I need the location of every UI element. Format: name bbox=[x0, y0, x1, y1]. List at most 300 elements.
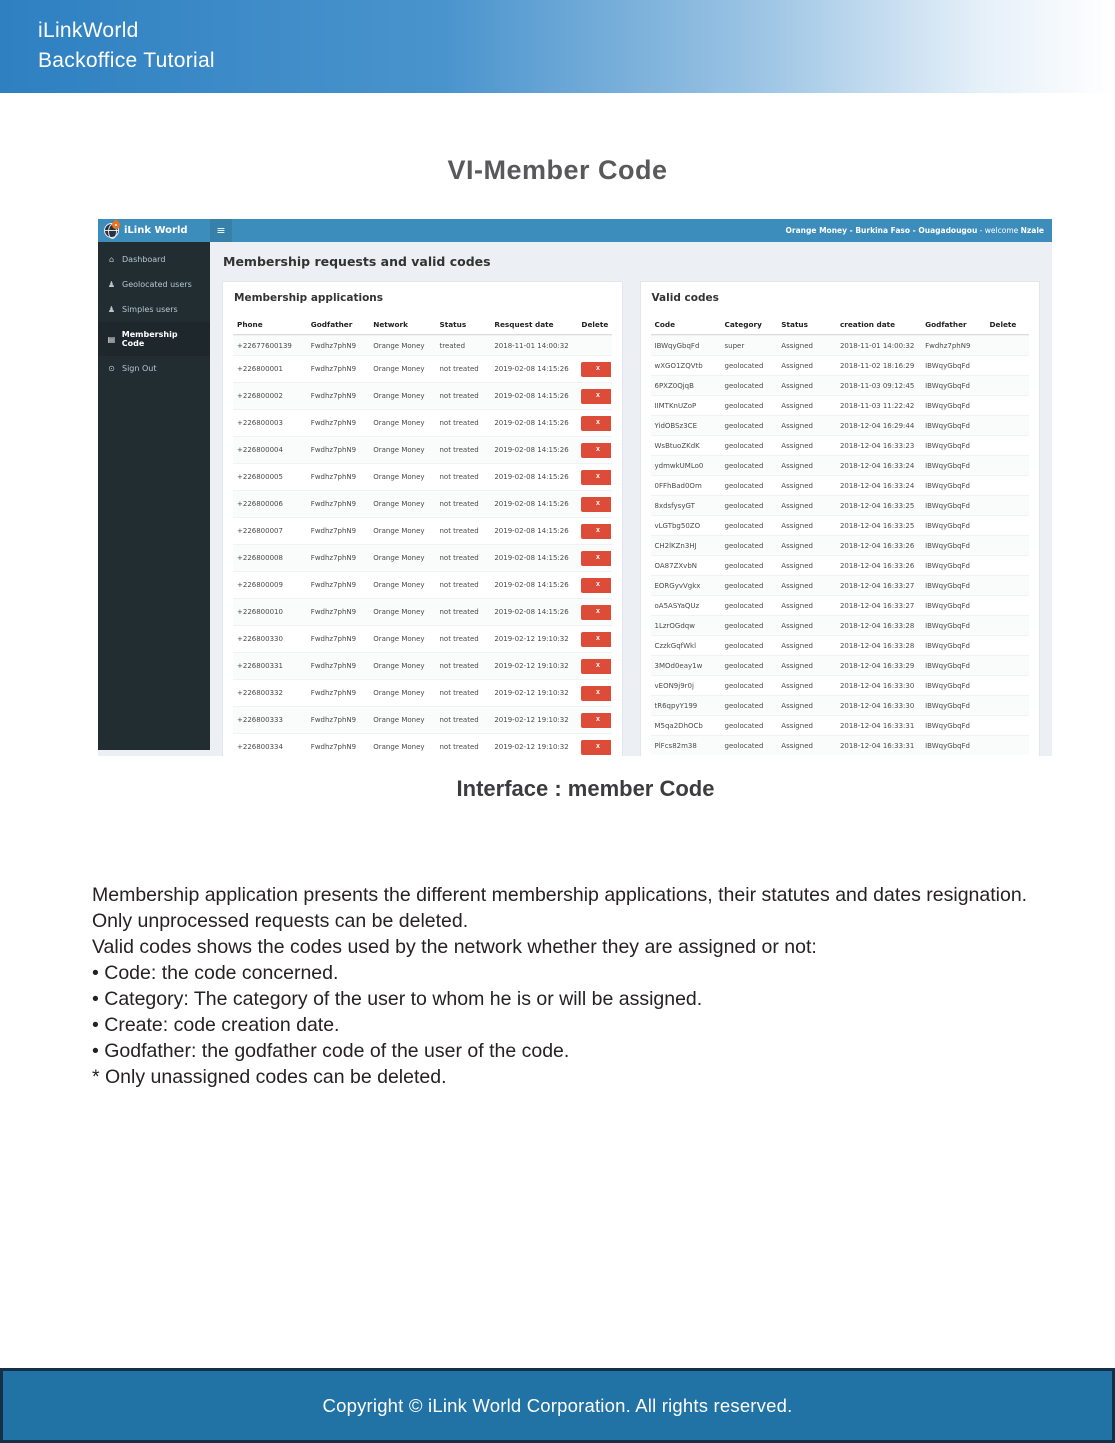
column-header: Category bbox=[724, 320, 762, 329]
table-cell: Assigned bbox=[781, 461, 813, 470]
table-cell: geolocated bbox=[724, 481, 764, 490]
doc-header-line1: iLinkWorld bbox=[38, 19, 139, 42]
panels-row bbox=[222, 281, 1040, 756]
delete-cell bbox=[577, 344, 611, 348]
main-content bbox=[210, 242, 1052, 756]
sidebar bbox=[98, 242, 210, 750]
table-cell: not treated bbox=[439, 500, 479, 508]
table-cell: not treated bbox=[439, 446, 479, 454]
table-cell: IBWqyGbqFd bbox=[925, 581, 970, 590]
table-cell: 0FFhBad0Om bbox=[654, 481, 702, 490]
delete-cell bbox=[577, 711, 611, 730]
table-cell: IBWqyGbqFd bbox=[925, 521, 970, 530]
delete-button[interactable]: x bbox=[581, 605, 611, 620]
application-row bbox=[233, 463, 612, 490]
table-cell: Assigned bbox=[781, 641, 813, 650]
table-cell: Orange Money bbox=[373, 446, 425, 454]
ilink-globe-pin-icon bbox=[104, 223, 119, 238]
users-icon: ♟ bbox=[107, 280, 116, 289]
delete-button[interactable]: x bbox=[581, 470, 611, 485]
table-cell: PlFcs82m38 bbox=[654, 741, 697, 750]
app-brand-label: iLink World bbox=[124, 225, 188, 236]
delete-cell bbox=[985, 544, 1029, 548]
table-cell: +226800007 bbox=[237, 527, 283, 535]
code-row bbox=[651, 535, 1030, 555]
table-cell: IBWqyGbqFd bbox=[925, 401, 970, 410]
column-header: Status bbox=[781, 320, 808, 329]
table-cell: Fwdhz7phN9 bbox=[310, 446, 357, 454]
delete-cell bbox=[985, 724, 1029, 728]
column-header: Resquest date bbox=[494, 320, 554, 329]
table-cell: tR6qpyY199 bbox=[654, 701, 698, 710]
delete-cell bbox=[577, 387, 611, 406]
column-header: creation date bbox=[839, 320, 896, 329]
delete-cell bbox=[985, 664, 1029, 668]
table-cell: +226800002 bbox=[237, 392, 283, 400]
table-cell: 2018-12-04 16:33:26 bbox=[839, 561, 915, 570]
table-cell: +226800004 bbox=[237, 446, 283, 454]
delete-button[interactable]: x bbox=[581, 416, 611, 431]
home-icon: ⌂ bbox=[108, 255, 115, 264]
delete-cell bbox=[577, 495, 611, 514]
table-cell: 2018-11-03 11:22:42 bbox=[839, 401, 915, 410]
table-cell: Assigned bbox=[781, 741, 813, 750]
sidebar-item-membership-code[interactable] bbox=[98, 322, 210, 356]
code-row bbox=[651, 595, 1030, 615]
table-cell: 2019-02-12 19:10:32 bbox=[494, 716, 569, 724]
table-cell: not treated bbox=[439, 743, 479, 751]
table-cell: not treated bbox=[439, 473, 479, 481]
delete-cell bbox=[985, 384, 1029, 388]
table-cell: vEON9j9r0j bbox=[654, 681, 694, 690]
table-cell: Assigned bbox=[781, 381, 813, 390]
delete-cell bbox=[985, 644, 1029, 648]
table-cell: 2018-12-04 16:33:31 bbox=[839, 721, 915, 730]
table-cell: 2019-02-08 14:15:26 bbox=[494, 608, 569, 616]
table-cell: not treated bbox=[439, 419, 479, 427]
application-row bbox=[233, 409, 612, 436]
delete-cell bbox=[577, 549, 611, 568]
table-cell: 2018-11-01 14:00:32 bbox=[494, 341, 569, 350]
table-cell: Orange Money bbox=[373, 341, 425, 350]
table-cell: geolocated bbox=[724, 601, 764, 610]
table-cell: +22677600139 bbox=[237, 341, 292, 350]
table-cell: not treated bbox=[439, 581, 479, 589]
delete-cell bbox=[985, 504, 1029, 508]
table-cell: IBWqyGbqFd bbox=[925, 461, 970, 470]
column-header: Phone bbox=[237, 320, 263, 329]
valid-codes-table bbox=[651, 315, 1030, 755]
delete-cell bbox=[577, 630, 611, 649]
table-cell: Assigned bbox=[781, 481, 813, 490]
table-cell: Orange Money bbox=[373, 500, 425, 508]
application-row bbox=[233, 571, 612, 598]
table-cell: 2019-02-08 14:15:26 bbox=[494, 554, 569, 562]
table-cell: 2018-12-04 16:33:26 bbox=[839, 541, 915, 550]
table-cell: 2019-02-08 14:15:26 bbox=[494, 581, 569, 589]
delete-cell bbox=[985, 704, 1029, 708]
application-row bbox=[233, 436, 612, 463]
table-cell: +226800331 bbox=[237, 662, 283, 670]
table-cell: Assigned bbox=[781, 601, 813, 610]
table-cell: wXGO1ZQVtb bbox=[654, 361, 703, 370]
table-cell: IBWqyGbqFd bbox=[925, 561, 970, 570]
table-cell: not treated bbox=[439, 608, 479, 616]
table-cell: +226800333 bbox=[237, 716, 283, 724]
delete-button[interactable]: x bbox=[581, 551, 611, 566]
table-cell: OA87ZXvbN bbox=[654, 561, 697, 570]
table-cell: Assigned bbox=[781, 701, 813, 710]
sidebar-item-label: Membership Code bbox=[121, 330, 178, 348]
table-cell: Assigned bbox=[781, 341, 813, 350]
code-row bbox=[651, 435, 1030, 455]
doc-header-line2: Backoffice Tutorial bbox=[38, 49, 215, 72]
table-cell: Orange Money bbox=[373, 743, 425, 751]
table-cell: +226800332 bbox=[237, 689, 283, 697]
code-row bbox=[651, 655, 1030, 675]
table-cell: geolocated bbox=[724, 721, 764, 730]
column-header: Godfather bbox=[925, 320, 967, 329]
sidebar-item-simples-users[interactable] bbox=[98, 297, 210, 322]
table-cell: 2019-02-12 19:10:32 bbox=[494, 689, 569, 697]
table-cell: IBWqyGbqFd bbox=[925, 601, 970, 610]
table-cell: Fwdhz7phN9 bbox=[310, 341, 357, 350]
table-cell: Orange Money bbox=[373, 473, 425, 481]
table-cell: 2019-02-08 14:15:26 bbox=[494, 419, 569, 427]
figure-caption: Interface : member Code bbox=[456, 776, 715, 801]
delete-cell bbox=[577, 576, 611, 595]
table-cell: 2019-02-08 14:15:26 bbox=[494, 473, 569, 481]
delete-cell bbox=[577, 414, 611, 433]
table-cell: geolocated bbox=[724, 521, 764, 530]
delete-cell bbox=[985, 524, 1029, 528]
application-row bbox=[233, 355, 612, 382]
code-row bbox=[651, 615, 1030, 635]
code-row bbox=[651, 715, 1030, 735]
table-cell: 2019-02-08 14:15:26 bbox=[494, 500, 569, 508]
sidebar-item-label: Dashboard bbox=[122, 255, 166, 264]
table-cell: IBWqyGbqFd bbox=[925, 621, 970, 630]
table-cell: IBWqyGbqFd bbox=[925, 441, 970, 450]
code-row bbox=[651, 415, 1030, 435]
table-cell: Orange Money bbox=[373, 716, 425, 724]
delete-cell bbox=[985, 604, 1029, 608]
table-cell: geolocated bbox=[724, 501, 764, 510]
table-cell: geolocated bbox=[724, 641, 764, 650]
table-cell: not treated bbox=[439, 392, 479, 400]
table-header-row bbox=[233, 315, 612, 335]
table-cell: 2018-12-04 16:33:27 bbox=[839, 581, 915, 590]
table-cell: 2018-12-04 16:33:30 bbox=[839, 701, 915, 710]
topbar-location-text: Orange Money - Burkina Faso - Ouagadougou bbox=[785, 226, 978, 235]
code-row bbox=[651, 575, 1030, 595]
table-cell: Fwdhz7phN9 bbox=[310, 419, 357, 427]
sidebar-item-label: Geolocated users bbox=[122, 280, 192, 289]
copyright-text: Copyright © iLink World Corporation. All rights reserved. bbox=[322, 1394, 793, 1416]
table-cell: Orange Money bbox=[373, 689, 425, 697]
code-row bbox=[651, 335, 1030, 355]
table-cell: 2019-02-08 14:15:26 bbox=[494, 392, 569, 400]
table-cell: 2018-12-04 16:33:24 bbox=[839, 481, 915, 490]
delete-button[interactable]: x bbox=[581, 686, 611, 701]
valid-codes-panel bbox=[640, 281, 1041, 756]
table-cell: Assigned bbox=[781, 561, 813, 570]
table-cell: 2018-11-01 14:00:32 bbox=[839, 341, 915, 350]
description-line: Valid codes shows the codes used by the network whether they are assigned or not: bbox=[92, 936, 817, 958]
application-row bbox=[233, 679, 612, 706]
sidebar-item-geolocated-users[interactable] bbox=[98, 272, 210, 297]
code-row bbox=[651, 395, 1030, 415]
description-line: • Create: code creation date. bbox=[92, 1014, 340, 1036]
applications-panel-title: Membership applications bbox=[234, 292, 384, 304]
table-cell: +226800001 bbox=[237, 365, 283, 373]
table-cell: Assigned bbox=[781, 501, 813, 510]
table-cell: Orange Money bbox=[373, 662, 425, 670]
delete-cell bbox=[577, 441, 611, 460]
page-heading: Membership requests and valid codes bbox=[223, 254, 491, 269]
delete-cell bbox=[985, 344, 1029, 348]
table-cell: +226800334 bbox=[237, 743, 283, 751]
table-cell: 2019-02-08 14:15:26 bbox=[494, 446, 569, 454]
table-cell: IBWqyGbqFd bbox=[925, 641, 970, 650]
delete-cell bbox=[577, 603, 611, 622]
location-pin-icon bbox=[110, 219, 121, 230]
table-cell: oA5ASYaQUz bbox=[654, 601, 700, 610]
app-screenshot bbox=[98, 219, 1052, 756]
delete-cell bbox=[577, 738, 611, 757]
table-cell: 2018-11-02 18:16:29 bbox=[839, 361, 915, 370]
delete-button[interactable]: x bbox=[581, 740, 611, 755]
topbar-user-info bbox=[786, 219, 1052, 242]
table-cell: +226800010 bbox=[237, 608, 283, 616]
table-cell: 2018-12-04 16:33:28 bbox=[839, 641, 915, 650]
application-row bbox=[233, 598, 612, 625]
table-cell: Assigned bbox=[781, 521, 813, 530]
table-cell: geolocated bbox=[724, 381, 764, 390]
table-cell: Fwdhz7phN9 bbox=[310, 743, 357, 751]
table-cell: +226800005 bbox=[237, 473, 283, 481]
delete-cell bbox=[577, 360, 611, 379]
table-cell: 2018-12-04 16:33:24 bbox=[839, 461, 915, 470]
table-cell: Orange Money bbox=[373, 635, 425, 643]
table-cell: geolocated bbox=[724, 701, 764, 710]
table-cell: WsBtuoZKdK bbox=[654, 441, 700, 450]
table-cell: geolocated bbox=[724, 401, 764, 410]
table-cell: geolocated bbox=[724, 541, 764, 550]
code-row bbox=[651, 475, 1030, 495]
code-row bbox=[651, 555, 1030, 575]
table-cell: Assigned bbox=[781, 621, 813, 630]
sidebar-item-label: Sign Out bbox=[122, 364, 157, 373]
table-cell: IBWqyGbqFd bbox=[925, 661, 970, 670]
table-cell: Fwdhz7phN9 bbox=[310, 527, 357, 535]
table-cell: ydmwkUMLo0 bbox=[654, 461, 704, 470]
table-cell: not treated bbox=[439, 635, 479, 643]
application-row bbox=[233, 706, 612, 733]
table-cell: 6PXZ0QjqB bbox=[654, 381, 694, 390]
table-cell: 2019-02-08 14:15:26 bbox=[494, 527, 569, 535]
table-cell: IBWqyGbqFd bbox=[925, 681, 970, 690]
description-line: • Godfather: the godfather code of the user of the code. bbox=[92, 1040, 570, 1062]
table-cell: 2019-02-12 19:10:32 bbox=[494, 743, 569, 751]
table-cell: geolocated bbox=[724, 661, 764, 670]
description-line: * Only unassigned codes can be deleted. bbox=[92, 1066, 447, 1088]
table-cell: IBWqyGbqFd bbox=[925, 481, 970, 490]
membership-applications-table bbox=[233, 315, 612, 756]
table-cell: Fwdhz7phN9 bbox=[310, 662, 357, 670]
table-cell: Fwdhz7phN9 bbox=[310, 473, 357, 481]
table-cell: +226800009 bbox=[237, 581, 283, 589]
table-cell: Fwdhz7phN9 bbox=[310, 365, 357, 373]
table-cell: Fwdhz7phN9 bbox=[310, 608, 357, 616]
table-cell: 8xdsfysyGT bbox=[654, 501, 695, 510]
description-line: • Code: the code concerned. bbox=[92, 962, 339, 984]
sidebar-item-dashboard[interactable] bbox=[98, 247, 210, 272]
app-topbar bbox=[98, 219, 1052, 242]
table-cell: Assigned bbox=[781, 401, 813, 410]
delete-button[interactable]: x bbox=[581, 497, 611, 512]
description-line: Membership application presents the different membership applications, their statutes and dates resignation. Only unprocessed requests can be deleted. bbox=[92, 884, 1028, 932]
delete-cell bbox=[985, 684, 1029, 688]
description-text bbox=[92, 882, 1037, 1090]
table-cell: +226800330 bbox=[237, 635, 283, 643]
table-cell: geolocated bbox=[724, 361, 764, 370]
delete-cell bbox=[985, 744, 1029, 748]
table-cell: 2018-12-04 16:33:27 bbox=[839, 601, 915, 610]
table-cell: 2019-02-12 19:10:32 bbox=[494, 662, 569, 670]
code-row bbox=[651, 515, 1030, 535]
delete-cell bbox=[577, 657, 611, 676]
table-cell: 2018-12-04 16:29:44 bbox=[839, 421, 915, 430]
description-line: • Category: The category of the user to whom he is or will be assigned. bbox=[92, 988, 703, 1010]
table-cell: CH2lKZn3HJ bbox=[654, 541, 697, 550]
table-cell: Assigned bbox=[781, 681, 813, 690]
delete-button[interactable]: x bbox=[581, 659, 611, 674]
column-header: Status bbox=[439, 320, 467, 329]
table-cell: Fwdhz7phN9 bbox=[925, 341, 971, 350]
column-header: Delete bbox=[581, 320, 609, 329]
table-cell: geolocated bbox=[724, 581, 764, 590]
table-cell: 2018-12-04 16:33:23 bbox=[839, 441, 915, 450]
application-row bbox=[233, 382, 612, 409]
table-cell: +226800006 bbox=[237, 500, 283, 508]
app-body bbox=[98, 242, 1052, 756]
table-cell: IBWqyGbqFd bbox=[925, 381, 970, 390]
table-cell: 2018-12-04 16:33:25 bbox=[839, 521, 915, 530]
table-cell: geolocated bbox=[724, 441, 764, 450]
table-cell: Fwdhz7phN9 bbox=[310, 500, 357, 508]
delete-button[interactable]: x bbox=[581, 632, 611, 647]
table-cell: YidOBSz3CE bbox=[654, 421, 697, 430]
delete-button[interactable]: x bbox=[581, 389, 611, 404]
table-cell: M5qa2DhOCb bbox=[654, 721, 703, 730]
table-cell: Fwdhz7phN9 bbox=[310, 581, 357, 589]
table-cell: 2018-12-04 16:33:31 bbox=[839, 741, 915, 750]
application-row bbox=[233, 625, 612, 652]
code-row bbox=[651, 455, 1030, 475]
table-cell: 3MOd0eay1w bbox=[654, 661, 703, 670]
table-cell: Fwdhz7phN9 bbox=[310, 689, 357, 697]
table-cell: vLGTbg50ZO bbox=[654, 521, 701, 530]
sidebar-item-label: Simples users bbox=[122, 305, 178, 314]
sidebar-toggle-button[interactable] bbox=[210, 219, 232, 242]
delete-button[interactable]: x bbox=[581, 524, 611, 539]
users-icon: ♟ bbox=[107, 305, 116, 314]
delete-cell bbox=[985, 404, 1029, 408]
table-cell: Orange Money bbox=[373, 365, 425, 373]
table-cell: not treated bbox=[439, 527, 479, 535]
table-cell: Fwdhz7phN9 bbox=[310, 716, 357, 724]
delete-cell bbox=[985, 564, 1029, 568]
code-row bbox=[651, 355, 1030, 375]
document-footer bbox=[0, 1368, 1115, 1443]
table-cell: treated bbox=[439, 341, 466, 350]
code-row bbox=[651, 675, 1030, 695]
table-cell: geolocated bbox=[724, 561, 764, 570]
table-cell: 2018-12-04 16:33:29 bbox=[839, 661, 915, 670]
column-header: Delete bbox=[989, 320, 1017, 329]
table-cell: Fwdhz7phN9 bbox=[310, 635, 357, 643]
table-cell: not treated bbox=[439, 365, 479, 373]
section-title: VI-Member Code bbox=[447, 155, 668, 185]
application-row bbox=[233, 517, 612, 544]
table-cell: 2019-02-08 14:15:26 bbox=[494, 365, 569, 373]
table-cell: Orange Money bbox=[373, 392, 425, 400]
delete-button[interactable]: x bbox=[581, 362, 611, 377]
table-cell: geolocated bbox=[724, 461, 764, 470]
application-row bbox=[233, 652, 612, 679]
delete-cell bbox=[985, 424, 1029, 428]
code-row bbox=[651, 735, 1030, 755]
table-cell: 2018-12-04 16:33:30 bbox=[839, 681, 915, 690]
table-cell: not treated bbox=[439, 689, 479, 697]
app-brand[interactable] bbox=[98, 219, 210, 242]
document-header bbox=[0, 0, 1115, 93]
table-cell: not treated bbox=[439, 662, 479, 670]
sidebar-item-sign-out[interactable] bbox=[98, 356, 210, 381]
table-cell: IBWqyGbqFd bbox=[925, 701, 970, 710]
delete-cell bbox=[985, 584, 1029, 588]
table-cell: Assigned bbox=[781, 661, 813, 670]
code-row bbox=[651, 495, 1030, 515]
table-cell: not treated bbox=[439, 716, 479, 724]
table-cell: Orange Money bbox=[373, 554, 425, 562]
table-cell: 2018-12-04 16:33:25 bbox=[839, 501, 915, 510]
table-cell: Assigned bbox=[781, 421, 813, 430]
delete-cell bbox=[985, 444, 1029, 448]
table-cell: 1LzrOGdqw bbox=[654, 621, 695, 630]
membership-applications-panel bbox=[222, 281, 623, 756]
code-row bbox=[651, 635, 1030, 655]
delete-cell bbox=[577, 468, 611, 487]
table-cell: Assigned bbox=[781, 361, 813, 370]
table-cell: geolocated bbox=[724, 621, 764, 630]
delete-cell bbox=[577, 522, 611, 541]
table-cell: super bbox=[724, 341, 745, 350]
table-cell: Orange Money bbox=[373, 419, 425, 427]
delete-cell bbox=[985, 364, 1029, 368]
delete-button[interactable]: x bbox=[581, 578, 611, 593]
delete-button[interactable]: x bbox=[581, 443, 611, 458]
table-cell: geolocated bbox=[724, 421, 764, 430]
application-row bbox=[233, 490, 612, 517]
power-icon: ⊙ bbox=[108, 364, 115, 373]
table-cell: IBWqyGbqFd bbox=[925, 361, 970, 370]
table-cell: not treated bbox=[439, 554, 479, 562]
delete-button[interactable]: x bbox=[581, 713, 611, 728]
column-header: Godfather bbox=[310, 320, 353, 329]
table-cell: Assigned bbox=[781, 441, 813, 450]
